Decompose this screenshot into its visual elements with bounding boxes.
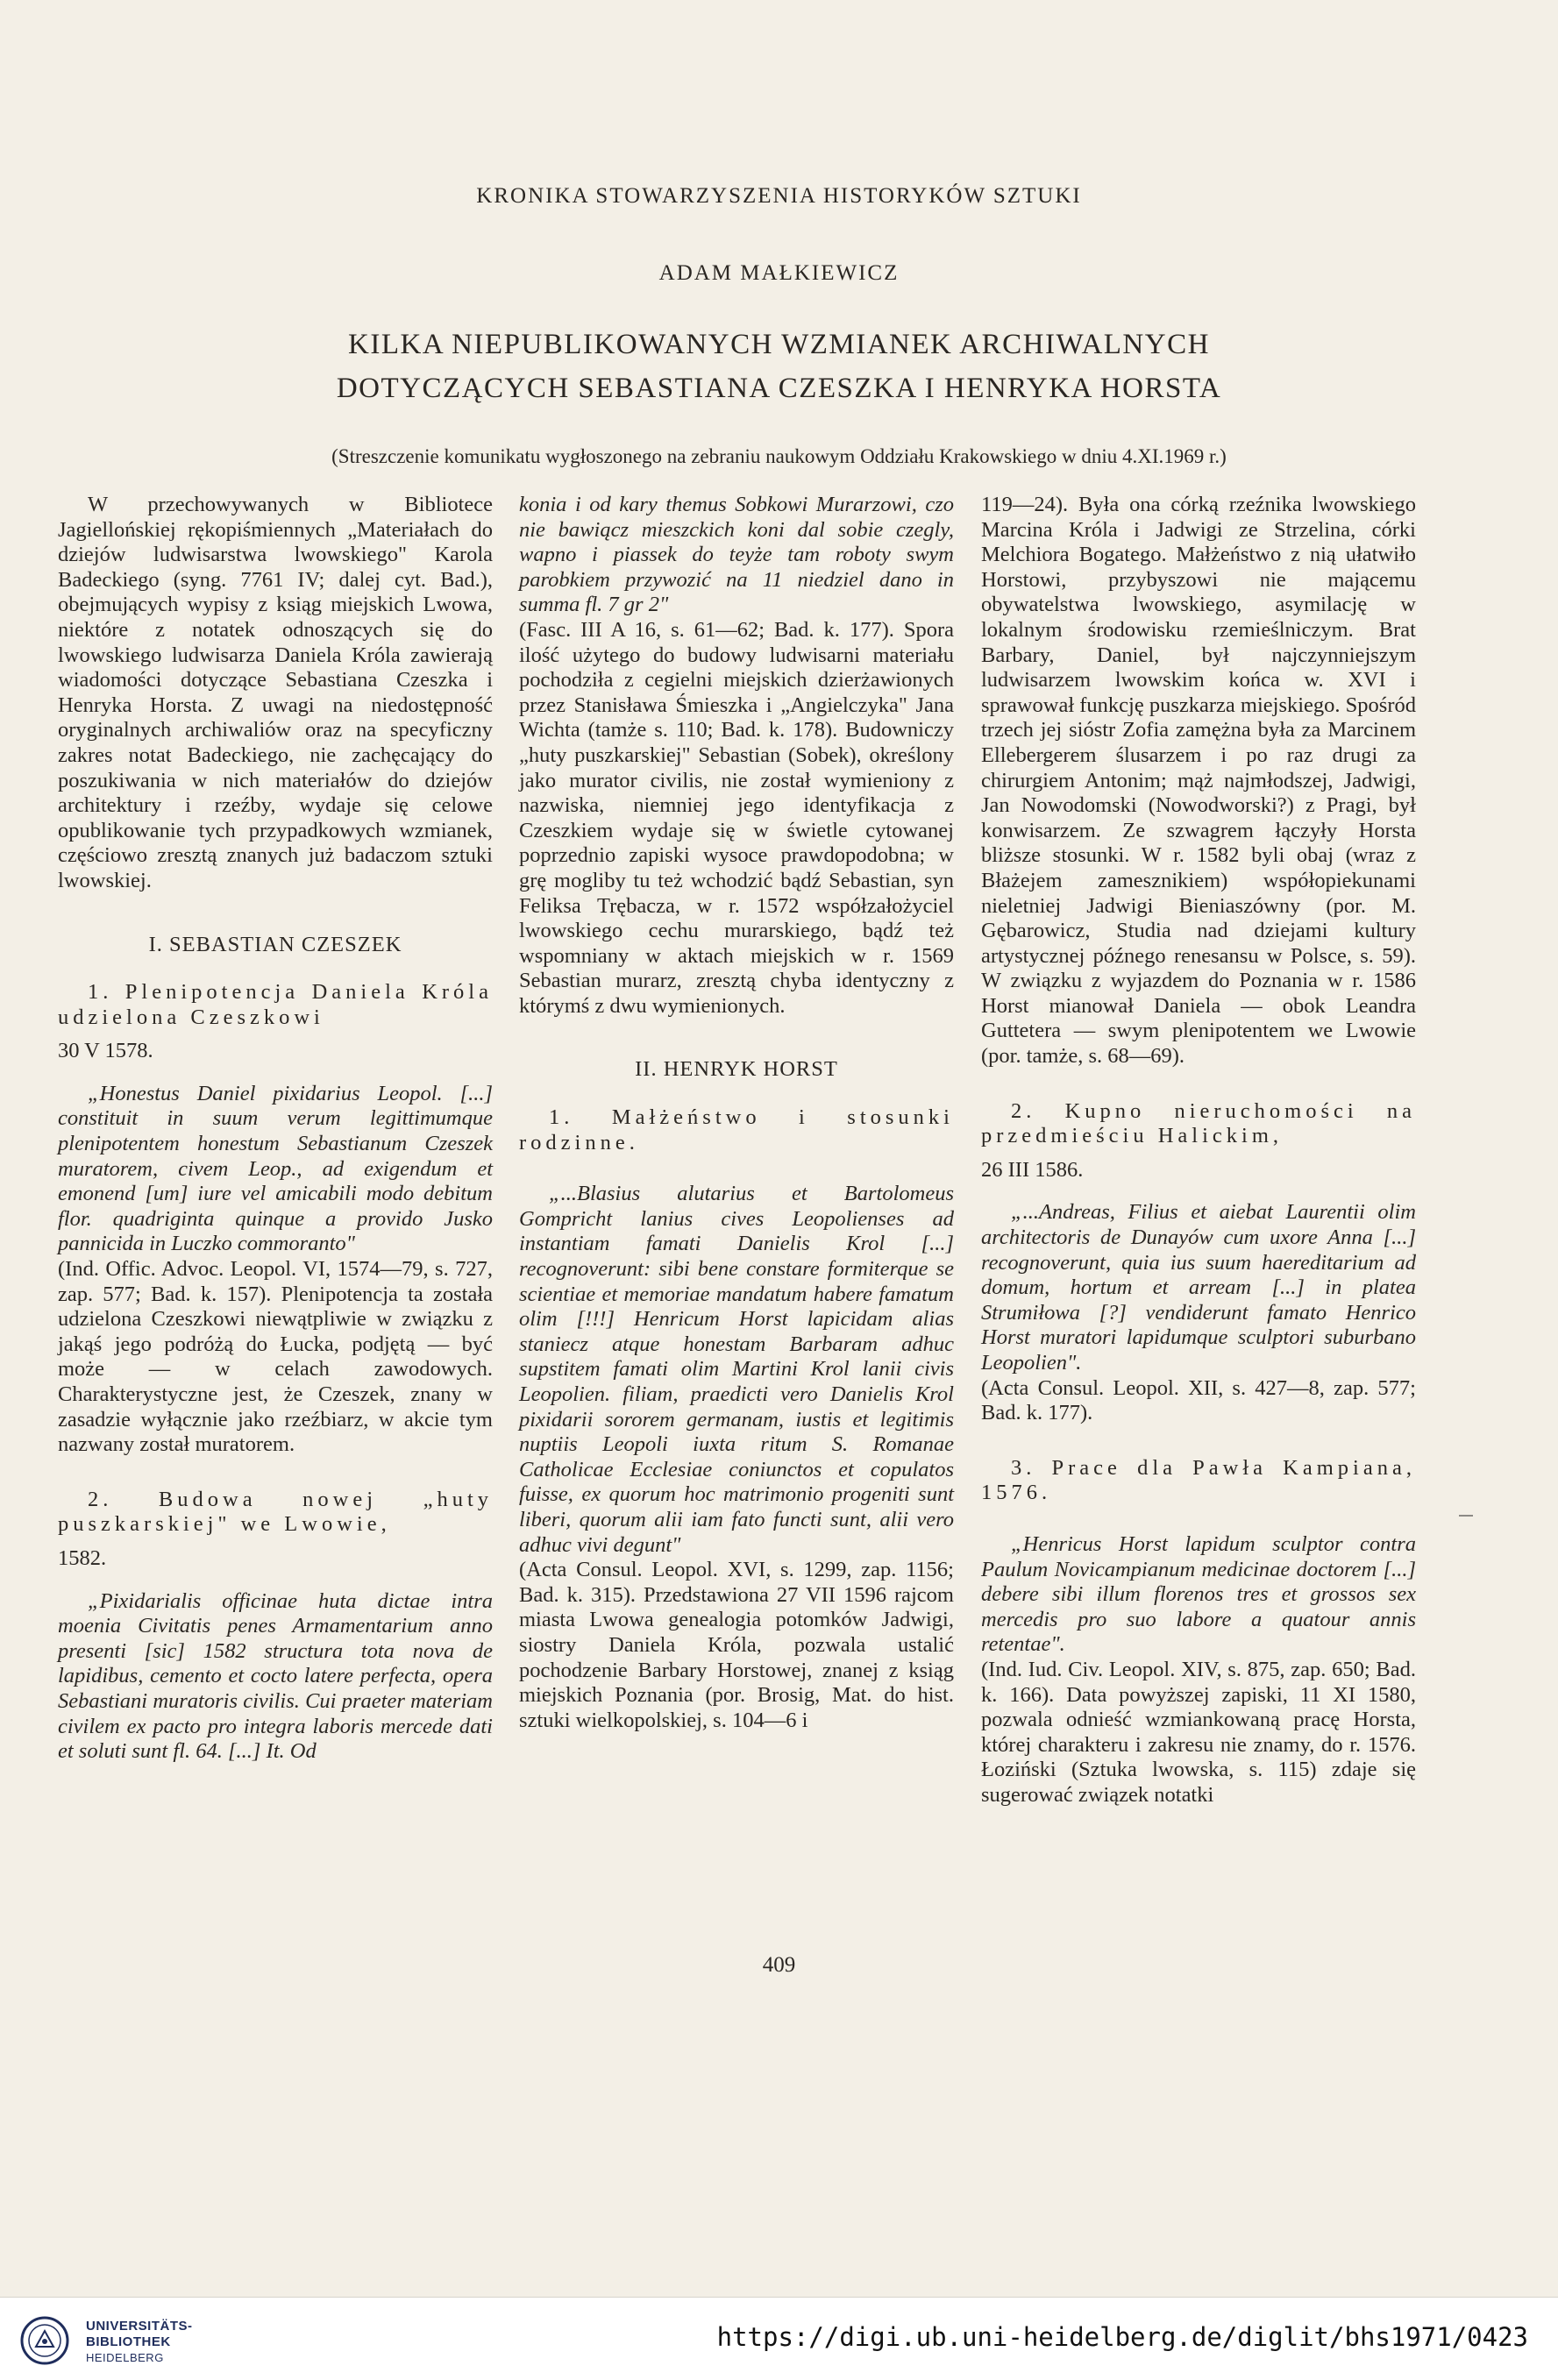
page-number: 409: [762, 1953, 796, 1977]
title-line-1: KILKA NIEPUBLIKOWANYCH WZMIANEK ARCHIWALNYCH: [348, 329, 1210, 360]
latin-quote: „Pixidarialis officinae huta dictae intra moenia Civitatis penes Armamentarium anno presenti [sic] 1582 structura tota nova de lapidibus, cemento et cocto latere perfecta, opera Sebastiani muratoris civilis. Cui praeter materiam civilem ex pacto pro integra laboris mercede dati et soluti sunt fl. 64. [...] It. Od: [58, 1588, 493, 1764]
body-paragraph: (Acta Consul. Leopol. XII, s. 427—8, zap. 577; Bad. k. 177).: [981, 1375, 1416, 1425]
title-line-2: DOTYCZĄCYCH SEBASTIANA CZESZKA I HENRYKA HORSTA: [336, 373, 1222, 404]
section-heading-horst: II. HENRYK HORST: [635, 1057, 838, 1082]
item-date: 26 III 1586.: [981, 1157, 1084, 1182]
item-date: 1582.: [58, 1545, 107, 1570]
intro-paragraph: W przechowywanych w Bibliotece Jagiellońskiej rękopiśmiennych „Materiałach do dziejów ludwisarstwa lwowskiego" Karola Badeckiego (syng. 7761 IV; dalej cyt. Bad.), obejmujących wypisy z ksiąg miejskich Lwowa, niektóre z notatek odnoszących się do lwowskiego ludwisarza Daniela Króla zawierają wiadomości dotyczące Sebastiana Czeszka i Henryka Horsta. Z uwagi na niedostępność oryginalnych archiwaliów oraz na specyficzny zakres notat Badeckiego, nie zachęcający do poszukiwania w nich materiałów do dziejów architektury i rzeźby, wydaje się celowe opublikowanie tych przypadkowych wzmianek, częściowo zresztą znanych już badaczom sztuki lwowskiej.: [58, 493, 493, 892]
text-column-2: [519, 493, 954, 1733]
item-heading: 2. Kupno nieruchomości na przedmieściu Halickim,: [981, 1098, 1416, 1148]
section-heading-czeszek: I. SEBASTIAN CZESZEK: [148, 932, 402, 956]
library-name[interactable]: UNIVERSITÄTS- BIBLIOTHEK HEIDELBERG: [86, 2319, 193, 2364]
running-header: KRONIKA STOWARZYSZENIA HISTORYKÓW SZTUKI: [476, 184, 1082, 208]
item-heading: 3. Prace dla Pawła Kampiana, 1576.: [981, 1455, 1416, 1505]
latin-quote: „...Andreas, Filius et aiebat Laurentii olim architectoris de Dunayów cum uxore Anna [...] recognoverunt, quia ius suum haereditarium ad domum, hortum et arream [...] in platea Strumiłowa [?] vendiderunt famato Henrico Horst muratori lapidumque sculptori suburbano Leopolien".: [981, 1200, 1416, 1375]
item-heading: 1. Małżeństwo i stosunki rodzinne.: [519, 1105, 954, 1154]
body-paragraph: (Ind. Offic. Advoc. Leopol. VI, 1574—79, s. 727, zap. 577; Bad. k. 157). Plenipotencja ta została udzielona Czeszkowi niewątpliwie w związku z jakąś jego podróżą do Łucka, podjętą — być może — w celach zawodowych. Charakterystyczne jest, że Czeszek, znany w zasadzie wyłącznie jako rzeźbiarz, w akcie tym nazwany został muratorem.: [58, 1257, 493, 1457]
viewer-footer: [0, 2297, 1558, 2380]
body-paragraph: 119—24). Była ona córką rzeźnika lwowskiego Marcina Króla i Jadwigi ze Strzelina, córki Melchiora Bogatego. Małżeństwo z nią ułatwiło Horstowi, przybyszowi nie mającemu obywatelstwa lwowskiego, asymilację w lokalnym środowisku rzemieślniczym. Brat Barbary, Daniel, był najczynniejszym ludwisarzem lwowskim końca w. XVI i sprawował funkcję puszkarza miejskiego. Spośród trzech jej sióstr Zofia zamężna była za Marcinem Ellebergerem ślusarzem i po raz drugi za chirurgiem Antonim; mąż najmłodszej, Jadwigi, Jan Nowodomski (Nowodworski?) z Pragi, był konwisarzem. Ze szwagrem łączyły Horsta bliższe stosunki. W r. 1582 byli obaj (wraz z Błażejem zamesznikiem) współopiekunami nieletniej Jadwigi Bieniaszówny (por. M. Gębarowicz, Studia nad dziejami kultury artystycznej późnego renesansu w Polsce, s. 59). W związku z wyjazdem do Poznania w r. 1586 Horst mianował Daniela — obok Leandra Guttetera — swym plenipotentem we Lwowie (por. tamże, s. 68—69).: [981, 493, 1416, 1069]
latin-quote: „Honestus Daniel pixidarius Leopol. [...] constituit in suum verum legittimumque plenipotentem honestum Sebastianum Czeszek muratorem, civem Leop., ad exigendum et emonend [um] iure vel amicabili modo debitum flor. quadriginta quinque a provido Jusko pannicida in Luczko commoranto": [58, 1081, 493, 1256]
item-heading: 2. Budowa nowej „huty puszkarskiej" we Lwowie,: [58, 1487, 493, 1537]
article-title: [0, 323, 1558, 410]
article-author: ADAM MAŁKIEWICZ: [658, 261, 900, 285]
body-paragraph: (Acta Consul. Leopol. XVI, s. 1299, zap. 1156; Bad. k. 315). Przedstawiona 27 VII 1596 rajcom miasta Lwowa genealogia potomków Jadwigi, siostry Daniela Króla, pozwala ustalić pochodzenie Barbary Horstowej, znanej z ksiąg miejskich Poznania (por. Brosig, Mat. do hist. sztuki wielkopolskiej, s. 104—6 i: [519, 1558, 954, 1732]
article-subtitle: (Streszczenie komunikatu wygłoszonego na zebraniu naukowym Oddziału Krakowskiego w dniu 4.XI.1969 r.): [331, 445, 1227, 467]
text-column-3: [981, 493, 1416, 1808]
body-paragraph: (Fasc. III A 16, s. 61—62; Bad. k. 177). Spora ilość użytego do budowy ludwisarni materiału pochodziła z cegielni miejskich dzierżawionych przez Stanisława Śmieszka i „Angielczyka" Jana Wichta (tamże s. 110; Bad. k. 178). Budowniczy „huty puszkarskiej" Sebastian (Sobek), określony jako murator civilis, nie został wymieniony z nazwiska, niemniej jego identyfikacja z Czeszkiem wydaje się w świetle cytowanej poprzednio zapiski wysoce prawdopodobna; w grę mogliby tu też wchodzić bądź Sebastian, syn Feliksa Trębacza, w r. 1572 współzałożyciel lwowskiego cechu murarskiego, bądź też wspomniany w aktach miejskich w r. 1569 Sebastian murarz, zresztą chyba identyczny z którymś z dwu wymienionych.: [519, 617, 954, 1018]
text-column-1: [58, 493, 493, 1765]
item-heading: 1. Plenipotencja Daniela Króla udzielona Czeszkowi: [58, 980, 493, 1029]
document-url-link[interactable]: https://digi.ub.uni-heidelberg.de/diglit/bhs1971/0423: [716, 2322, 1528, 2352]
margin-mark: [1459, 1515, 1473, 1517]
latin-quote: „Henricus Horst lapidum sculptor contra Paulum Novicampianum medicinae doctorem [...] debere sibi illum florenos tres et grossos sex mercedis pro suo labore a quatour annis retentae".: [981, 1531, 1416, 1657]
university-seal-icon: [19, 2315, 70, 2366]
latin-quote: „...Blasius alutarius et Bartolomeus Gompricht lanius cives Leopolienses ad instantiam famati Danielis Krol [...] recognoverunt: sibi bene constare formiterque se scientiae et memoriae mandatum habere famatum olim [!!!] Henricum Horst lapicidam alias staniecz atque honestam Barbaram adhuc supstitem famati olim Martini Krol lanii civis Leopolien. filiam, praedicti vero Danielis Krol pixidarii sororem germanam, iustis et legitimis nuptiis Leopoli iuxta ritum S. Romanae Catholicae Ecclesiae coniunctos et copulatos fuisse, ex quorum hoc matrimonio progeniti sunt liberi, quorum alii iam fato functi sunt, alii vero adhuc vivi degunt": [519, 1182, 954, 1557]
latin-quote: konia i od kary themus Sobkowi Murarzowi, czo nie bawiącz mieszckich koni dal sobie czegly, wapno i piassek do teyże tam roboty swym parobkiem przywozić na 11 niedziel dano in summa fl. 7 gr 2": [519, 493, 954, 617]
item-date: 30 V 1578.: [58, 1039, 153, 1063]
body-paragraph: (Ind. Iud. Civ. Leopol. XIV, s. 875, zap. 650; Bad. k. 166). Data powyższej zapiski, 11 XI 1580, pozwala odnieść wzmiankowaną pracę Horsta, której charakteru i zakresu nie znamy, do r. 1576. Łoziński (Sztuka lwowska, s. 115) zdaje się sugerować związek notatki: [981, 1657, 1416, 1807]
